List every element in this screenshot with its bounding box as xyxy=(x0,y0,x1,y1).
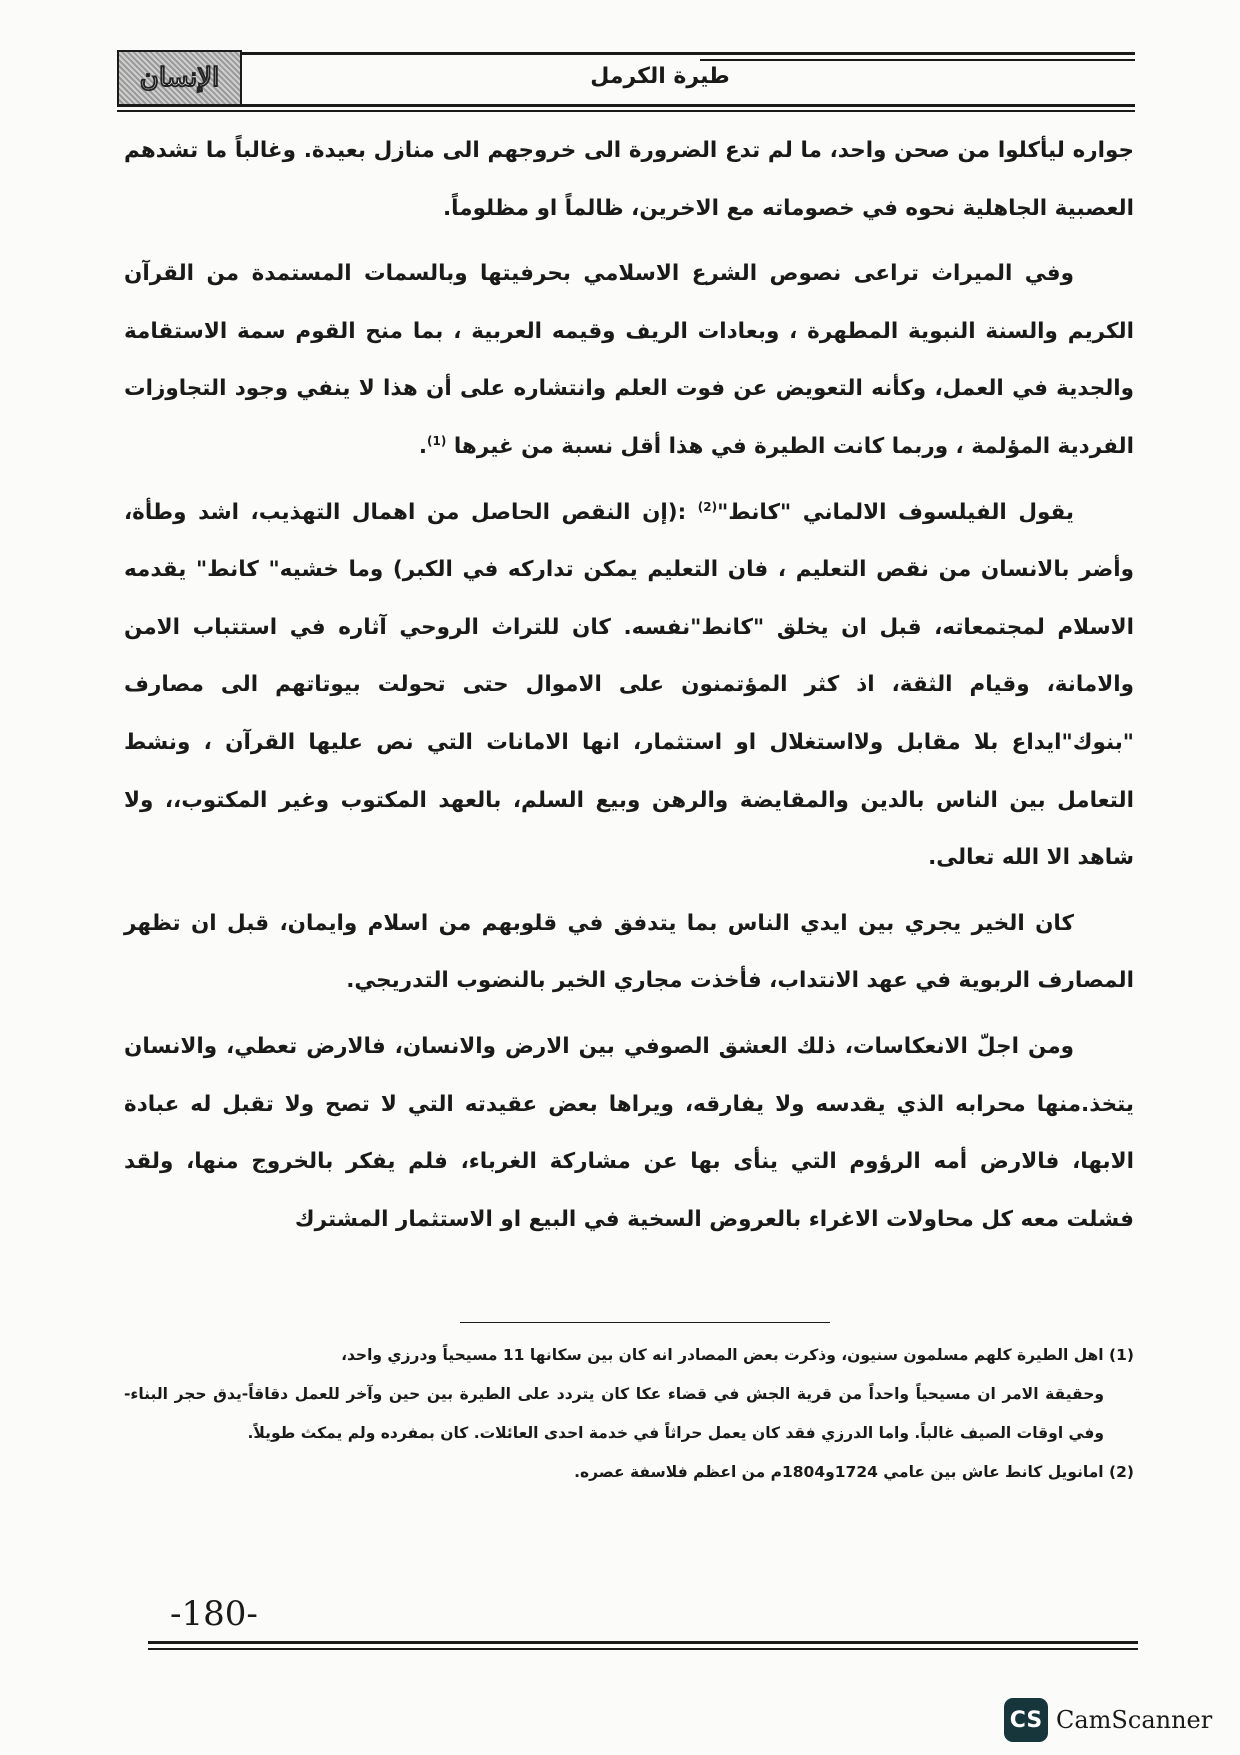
camscanner-watermark xyxy=(1004,1698,1212,1742)
footnote-separator xyxy=(460,1322,830,1323)
header-rule-bottom xyxy=(117,104,1135,107)
footnote-ref-1[interactable]: (1) xyxy=(427,433,447,448)
header-rule-top-thin xyxy=(700,59,1135,61)
paragraph-2 xyxy=(124,245,1134,475)
main-text xyxy=(124,122,1134,1248)
footnotes xyxy=(124,1336,1134,1492)
footer-rule xyxy=(148,1641,1138,1644)
page-number: -180- xyxy=(170,1594,258,1634)
footnote-1-first: (1) اهل الطيرة كلهم مسلمون سنيون، وذكرت بعض المصادر انه كان بين سكانها 11 مسيحياً ودرزي واحد، xyxy=(341,1346,1134,1364)
paragraph-1: جواره ليأكلوا من صحن واحد، ما لم تدع الضرورة الى خروجهم الى منازل بعيدة. وغالباً ما تشدهم العصبية الجاهلية نحوه في خصوماته مع الاخرين، ظالماً او مظلوماً. xyxy=(124,138,1134,221)
header-rule-bottom-thin xyxy=(117,110,1135,112)
paragraph-3-start: يقول الفيلسوف الالماني "كانط" xyxy=(717,499,1074,525)
journal-logo xyxy=(117,50,242,106)
paragraph-4: كان الخير يجري بين ايدي الناس بما يتدفق في قلوبهم من اسلام وايمان، قبل ان تظهر المصارف الربوية في عهد الانتداب، فأخذت مجاري الخير بالنضوب التدريجي. xyxy=(124,910,1134,994)
paragraph-3-text: :(إن النقص الحاصل من اهمال التهذيب، اشد وطأة، وأضر بالانسان من نقص التعليم ، فان التعليم يمكن تداركه في الكبر) وما خشيه" كانط" يقدمه الاسلام لمجتمعاته، قبل ان يخلق "كانط"نفسه. كان للتراث الروحي آثاره في استتباب الامن والامانة، وقيام الثقة، اذ كثر المؤتمنون على الاموال حتى تحولت بيوتاتهم الى مصارف "بنوك"ايداع بلا مقابل ولااستغلال او استثمار، انها الامانات التي نص عليها القرآن ، ونشط التعامل بين الناس بالدين والمقايضة والرهن وبيع السلم، بالعهد المكتوب وغير المكتوب،، ولا شاهد الا الله تعالى. xyxy=(124,499,1134,871)
header-rule-top xyxy=(117,52,1135,55)
paragraph-2-end: . xyxy=(418,433,428,459)
paragraph-2-text: وفي الميراث تراعى نصوص الشرع الاسلامي بحرفيتها وبالسمات المستمدة من القرآن الكريم والسنة النبوية المطهرة ، وبعادات الريف وقيمه العربية ، بما منح القوم سمة الاستقامة والجدية في العمل، وكأنه التعويض عن فوت العلم وانتشاره على أن هذا لا ينفي وجود التجاوزات الفردية المؤلمة ، وربما كانت الطيرة في هذا أقل نسبة من غيرها xyxy=(124,261,1134,459)
footnote-ref-2[interactable]: (2) xyxy=(697,499,718,514)
paragraph-5: ومن اجلّ الانعكاسات، ذلك العشق الصوفي بين الارض والانسان، فالارض تعطي، والانسان يتخذ.منها محرابه الذي يقدسه ولا يفارقه، ويراها بعض عقيدته التي لا تصح ولا تقبل له عبادة الابها، فالارض أمه الرؤوم التي ينأى بها عن مشاركة الغرباء، فلم يفكر بالخروج منها، ولقد فشلت معه كل محاولات الاغراء بالعروض السخية في البيع او الاستثمار المشترك xyxy=(124,1033,1134,1232)
footer-rule-thin xyxy=(148,1648,1138,1650)
journal-logo-text: الإنسان xyxy=(139,63,220,93)
camscanner-logo-icon: CS xyxy=(1004,1698,1048,1742)
paragraph-3 xyxy=(124,484,1134,887)
camscanner-text: CamScanner xyxy=(1056,1706,1213,1734)
footnote-1-continued: وحقيقة الامر ان مسيحياً واحداً من قرية الجش في قضاء عكا كان يتردد على الطيرة بين حين وآخر للعمل دقاقاً-يدق حجر البناء- وفي اوقات الصيف غالباً. واما الدرزي فقد كان يعمل حراثاً في خدمة احدى العائلات. كان بمفرده ولم يمكث طويلاً. xyxy=(124,1385,1104,1442)
running-header-title: طيرة الكرمل xyxy=(590,64,730,89)
footnote-2: (2) امانويل كانط عاش بين عامي 1724و1804م من اعظم فلاسفة عصره. xyxy=(574,1463,1134,1481)
